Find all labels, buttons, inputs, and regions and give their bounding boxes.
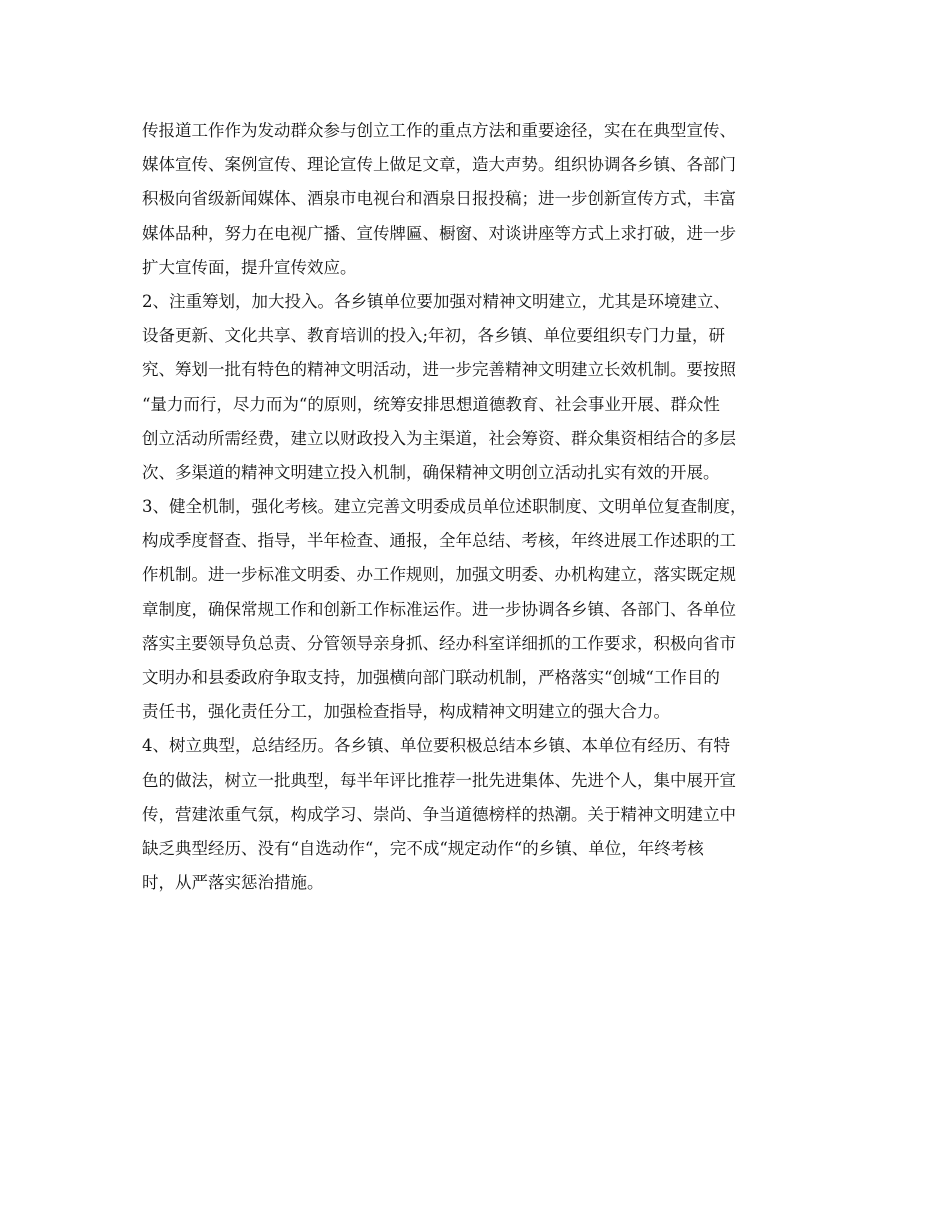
text-line: 作机制。进一步标准文明委、办工作规则，加强文明委、办机构建立，落实既定规 [142,565,736,585]
text-line: 积极向省级新闻媒体、酒泉市电视台和酒泉日报投稿；进一步创新宣传方式，丰富 [142,189,736,209]
text-line: “量力而行，尽力而为“的原则，统筹安排思想道德教育、社会事业开展、群众性 [142,394,720,414]
text-line: 3、健全机制，强化考核。建立完善文明委成员单位述职制度、文明单位复查制度， [142,497,747,517]
text-line: 缺乏典型经历、没有“自选动作“，完不成“规定动作“的乡镇、单位，年终考核 [142,838,704,858]
text-line: 色的做法，树立一批典型，每半年评比推荐一批先进集体、先进个人，集中展开宣 [142,770,736,790]
text-line: 创立活动所需经费，建立以财政投入为主渠道，社会筹资、群众集资相结合的多层 [142,428,736,448]
text-line: 落实主要领导负总责、分管领导亲身抓、经办科室详细抓的工作要求，积极向省市 [142,633,736,653]
text-line: 媒体宣传、案例宣传、理论宣传上做足文章，造大声势。组织协调各乡镇、各部门 [142,155,736,175]
text-line: 设备更新、文化共享、教育培训的投入;年初，各乡镇、单位要组织专门力量，研 [142,326,726,346]
text-line: 责任书，强化责任分工，加强检查指导，构成精神文明建立的强大合力。 [142,702,670,722]
text-line: 时，从严落实惩治措施。 [142,873,324,893]
text-line: 次、多渠道的精神文明建立投入机制，确保精神文明创立活动扎实有效的开展。 [142,462,720,482]
text-line: 传，营建浓重气氛，构成学习、崇尚、争当道德榜样的热潮。关于精神文明建立中 [142,804,736,824]
text-line: 媒体品种，努力在电视广播、宣传牌匾、橱窗、对谈讲座等方式上求打破，进一步 [142,223,736,243]
text-line: 4、树立典型，总结经历。各乡镇、单位要积极总结本乡镇、本单位有经历、有特 [142,736,730,756]
text-line: 究、筹划一批有特色的精神文明活动，进一步完善精神文明建立长效机制。要按照 [142,360,736,380]
text-line: 2、注重筹划，加大投入。各乡镇单位要加强对精神文明建立，尤其是环境建立、 [142,291,730,311]
text-line: 构成季度督查、指导，半年检查、通报，全年总结、考核，年终进展工作述职的工 [142,531,736,551]
text-line: 章制度，确保常规工作和创新工作标准运作。进一步协调各乡镇、各部门、各单位 [142,599,736,619]
text-line: 文明办和县委政府争取支持，加强横向部门联动机制，严格落实“创城“工作目的 [142,668,720,687]
text-line: 传报道工作作为发动群众参与创立工作的重点方法和重要途径，实在在典型宣传、 [142,121,736,140]
text-line: 扩大宣传面，提升宣传效应。 [142,257,357,277]
body-text [142,114,832,900]
